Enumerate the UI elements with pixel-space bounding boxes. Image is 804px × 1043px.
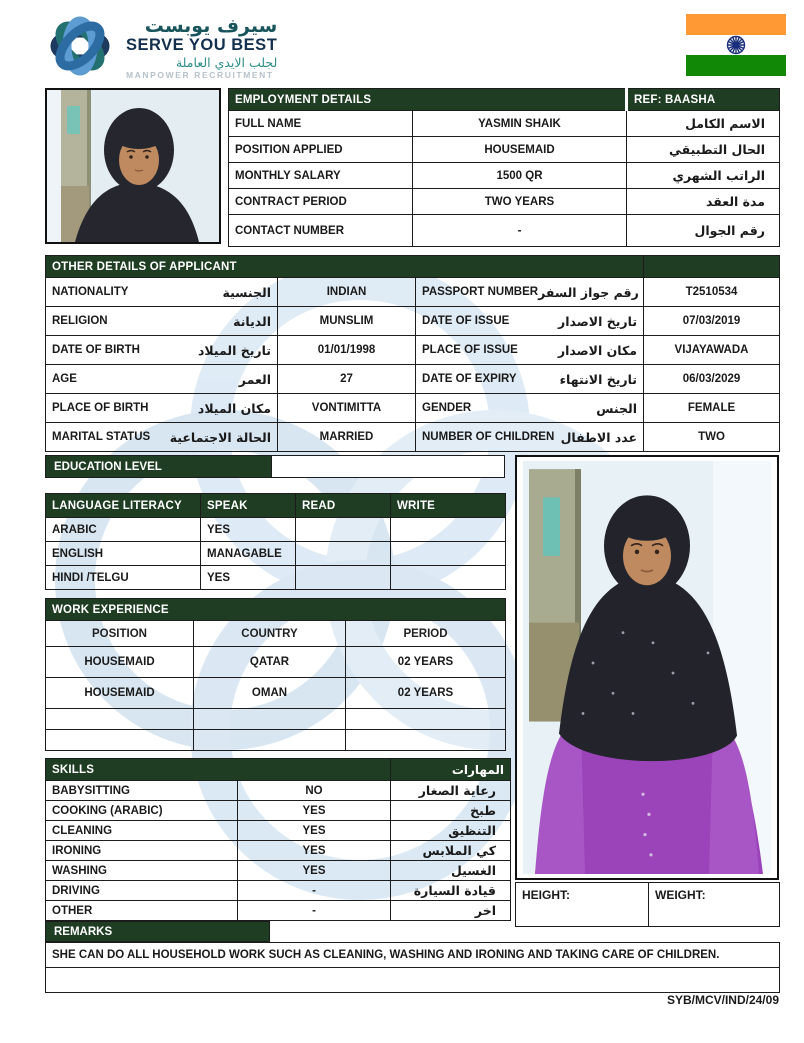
field-label: NATIONALITY	[52, 286, 129, 298]
table-row	[46, 709, 506, 730]
skill-label: WASHING	[46, 861, 238, 881]
field-value: HOUSEMAID	[413, 137, 627, 163]
agency-logo	[44, 10, 277, 87]
work-period: 02 YEARS	[346, 678, 506, 709]
language-name: ARABIC	[46, 518, 201, 542]
remarks-text: SHE CAN DO ALL HOUSEHOLD WORK SUCH AS CLEANING, WASHING AND IRONING AND TAKING CARE OF CHILDREN.	[46, 943, 780, 968]
skill-value: -	[238, 901, 391, 921]
language-name: HINDI /TELGU	[46, 566, 201, 590]
measurements-table	[515, 882, 780, 927]
field-label: MONTHLY SALARY	[229, 163, 413, 189]
education-level-value	[271, 455, 505, 478]
table-row	[46, 821, 511, 841]
field-value: VIJAYAWADA	[644, 336, 780, 365]
other-details-table	[45, 255, 780, 452]
work-period	[346, 730, 506, 751]
field-label-arabic: تاريخ الانتهاء	[559, 371, 638, 387]
agency-title-arabic: سيرف يوبست	[144, 14, 278, 37]
field-label: FULL NAME	[229, 111, 413, 137]
field-label-arabic: الاسم الكامل	[627, 111, 780, 137]
table-row	[46, 730, 506, 751]
other-details-header: OTHER DETAILS OF APPLICANT	[46, 256, 644, 278]
ref-number: REF: BAASHA	[627, 89, 780, 111]
field-value: -	[413, 215, 627, 247]
work-country: OMAN	[194, 678, 346, 709]
column-header: PERIOD	[346, 621, 506, 647]
field-label: PLACE OF ISSUE	[422, 344, 518, 356]
language-literacy-table	[45, 493, 506, 590]
language-speak: YES	[201, 566, 296, 590]
field-label-arabic: العمر	[238, 371, 271, 387]
table-row	[46, 518, 506, 542]
skills-header-arabic: المهارات	[391, 759, 511, 781]
work-period: 02 YEARS	[346, 647, 506, 678]
skill-label-arabic: طبخ	[391, 801, 511, 821]
work-country	[194, 730, 346, 751]
field-label-arabic: الحال التطبيقي	[627, 137, 780, 163]
skills-header: SKILLS	[46, 759, 391, 781]
agency-subtitle: MANPOWER RECRUITMENT	[126, 70, 274, 81]
employment-details-table	[228, 88, 780, 247]
skills-table	[45, 758, 511, 921]
field-label-arabic: مدة العقد	[627, 189, 780, 215]
field-label: PASSPORT NUMBER	[422, 286, 539, 298]
table-row	[46, 307, 780, 336]
work-experience-header: WORK EXPERIENCE	[46, 599, 506, 621]
skill-label: COOKING (ARABIC)	[46, 801, 238, 821]
field-label: POSITION APPLIED	[229, 137, 413, 163]
language-read	[296, 518, 391, 542]
work-position: HOUSEMAID	[46, 647, 194, 678]
table-row	[46, 423, 780, 452]
table-row	[229, 163, 780, 189]
work-position	[46, 709, 194, 730]
field-value: YASMIN SHAIK	[413, 111, 627, 137]
field-label: CONTACT NUMBER	[229, 215, 413, 247]
table-row	[46, 365, 780, 394]
column-header: READ	[296, 494, 391, 518]
remarks-table	[45, 942, 780, 993]
skill-value: YES	[238, 821, 391, 841]
column-header: WRITE	[391, 494, 506, 518]
work-experience-table	[45, 598, 506, 751]
field-label: CONTRACT PERIOD	[229, 189, 413, 215]
field-label: DATE OF ISSUE	[422, 315, 510, 327]
field-label: DATE OF EXPIRY	[422, 373, 517, 385]
column-header: POSITION	[46, 621, 194, 647]
table-row	[229, 189, 780, 215]
remarks-header: REMARKS	[45, 921, 270, 942]
field-label: PLACE OF BIRTH	[52, 402, 149, 414]
language-write	[391, 518, 506, 542]
work-position	[46, 730, 194, 751]
skill-value: NO	[238, 781, 391, 801]
table-row	[46, 841, 511, 861]
field-label: AGE	[52, 373, 77, 385]
field-label-arabic: مكان الميلاد	[197, 400, 271, 416]
field-value: MARRIED	[278, 423, 416, 452]
height-label: HEIGHT:	[516, 883, 649, 927]
skill-label: CLEANING	[46, 821, 238, 841]
field-label-arabic: الجنس	[596, 400, 638, 416]
skill-label-arabic: قيادة السيارة	[391, 881, 511, 901]
remarks-empty-row	[46, 968, 780, 993]
table-row	[46, 881, 511, 901]
skill-value: -	[238, 881, 391, 901]
field-label-arabic: رقم الجوال	[627, 215, 780, 247]
table-row	[46, 678, 506, 709]
education-level-header: EDUCATION LEVEL	[45, 455, 272, 478]
table-row	[46, 943, 780, 968]
field-label-arabic: الجنسية	[222, 284, 271, 300]
field-label-arabic: الديانة	[233, 313, 271, 329]
india-flag-icon	[686, 14, 786, 81]
table-row	[46, 394, 780, 423]
field-label-arabic: الراتب الشهري	[627, 163, 780, 189]
skill-label: OTHER	[46, 901, 238, 921]
skill-value: YES	[238, 801, 391, 821]
table-row	[229, 111, 780, 137]
weight-label: WEIGHT:	[649, 883, 780, 927]
skill-label-arabic: الغسيل	[391, 861, 511, 881]
field-value: 06/03/2029	[644, 365, 780, 394]
skill-value: YES	[238, 841, 391, 861]
field-value: 07/03/2019	[644, 307, 780, 336]
language-read	[296, 542, 391, 566]
skill-label-arabic: اخر	[391, 901, 511, 921]
column-header: SPEAK	[201, 494, 296, 518]
table-row	[46, 278, 780, 307]
work-period	[346, 709, 506, 730]
skill-label: IRONING	[46, 841, 238, 861]
field-label: RELIGION	[52, 315, 108, 327]
skill-label: BABYSITTING	[46, 781, 238, 801]
field-value: T2510534	[644, 278, 780, 307]
applicant-photo-large	[515, 455, 779, 880]
employment-details-header: EMPLOYMENT DETAILS	[229, 89, 627, 111]
skill-label: DRIVING	[46, 881, 238, 901]
field-label-arabic: رقم جواز السفر	[538, 284, 639, 300]
skill-value: YES	[238, 861, 391, 881]
applicant-photo-small	[45, 88, 221, 244]
table-row	[229, 137, 780, 163]
work-country	[194, 709, 346, 730]
skill-label-arabic: رعاية الصغار	[391, 781, 511, 801]
language-write	[391, 566, 506, 590]
field-value: INDIAN	[278, 278, 416, 307]
field-value: VONTIMITTA	[278, 394, 416, 423]
table-row	[46, 781, 511, 801]
field-label-arabic: عدد الاطفال	[560, 429, 638, 445]
agency-title: SERVE YOU BEST	[126, 35, 278, 54]
field-label-arabic: مكان الاصدار	[557, 342, 638, 358]
table-row	[516, 883, 780, 927]
other-details-header-spacer	[644, 256, 780, 278]
table-row	[46, 968, 780, 993]
field-value: TWO YEARS	[413, 189, 627, 215]
field-label: MARITAL STATUS	[52, 431, 151, 443]
field-value: 1500 QR	[413, 163, 627, 189]
table-row	[46, 336, 780, 365]
table-row	[46, 861, 511, 881]
field-value: 27	[278, 365, 416, 394]
language-read	[296, 566, 391, 590]
document-reference-code: SYB/MCV/IND/24/09	[666, 993, 779, 1007]
field-label-arabic: الحالة الاجتماعية	[169, 429, 271, 445]
work-position: HOUSEMAID	[46, 678, 194, 709]
field-label-arabic: تاريخ الميلاد	[197, 342, 271, 358]
table-row	[46, 542, 506, 566]
skill-label-arabic: التنظيق	[391, 821, 511, 841]
field-value: TWO	[644, 423, 780, 452]
column-header: LANGUAGE LITERACY	[46, 494, 201, 518]
agency-subtitle-arabic: لجلب الايدي العاملة	[175, 55, 278, 71]
table-row	[46, 801, 511, 821]
agency-logo-icon	[44, 10, 116, 87]
language-name: ENGLISH	[46, 542, 201, 566]
field-value: FEMALE	[644, 394, 780, 423]
language-speak: YES	[201, 518, 296, 542]
field-label: DATE OF BIRTH	[52, 344, 140, 356]
field-label: NUMBER OF CHILDREN	[422, 431, 555, 443]
language-write	[391, 542, 506, 566]
field-value: MUNSLIM	[278, 307, 416, 336]
column-header: COUNTRY	[194, 621, 346, 647]
language-speak: MANAGABLE	[201, 542, 296, 566]
table-row	[46, 901, 511, 921]
skill-label-arabic: كي الملابس	[391, 841, 511, 861]
field-label: GENDER	[422, 402, 472, 414]
table-row	[46, 566, 506, 590]
work-country: QATAR	[194, 647, 346, 678]
table-row	[229, 215, 780, 247]
table-row	[46, 647, 506, 678]
field-value: 01/01/1998	[278, 336, 416, 365]
field-label-arabic: تاريخ الاصدار	[558, 313, 638, 329]
